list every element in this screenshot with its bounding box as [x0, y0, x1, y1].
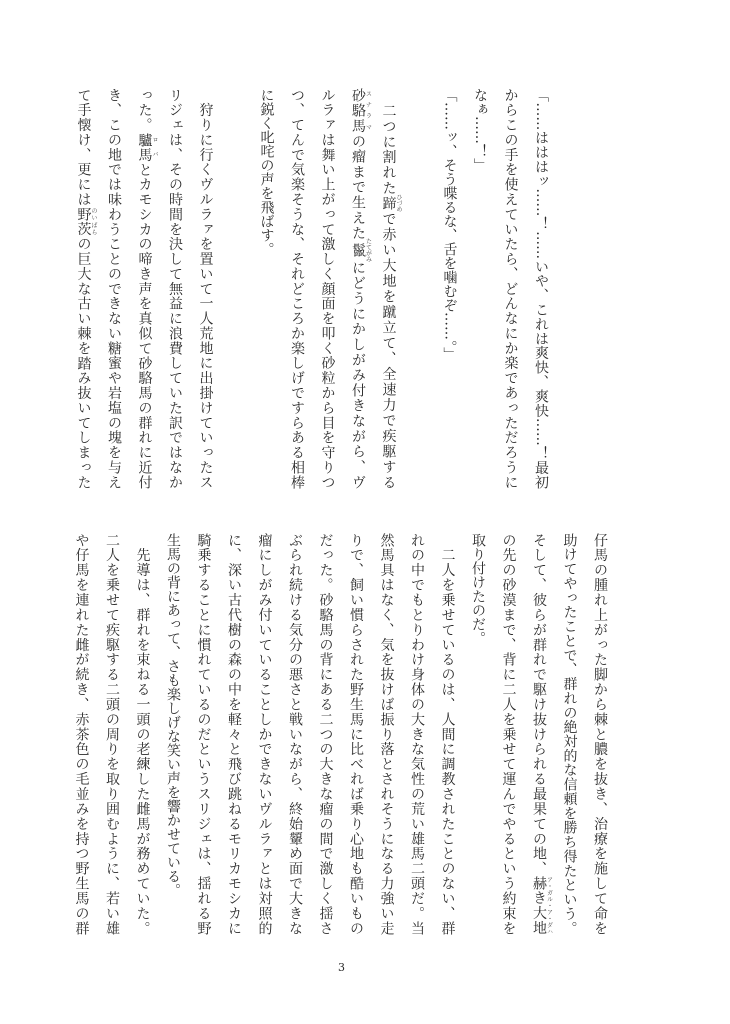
text-run: や仔馬を連れた雌が続き、赤茶色の毛並みを持つ野生馬の群 — [73, 533, 90, 935]
text-run: 「……はははッ……！……いや、これは爽快、爽快……！最初 — [533, 88, 549, 489]
text-column — [434, 88, 465, 489]
ruby-word — [136, 132, 158, 163]
ruby-base: 鬣 — [350, 238, 366, 263]
text-column — [341, 533, 372, 935]
text-run: の巨大な古い棘を踏み抜いてしまった — [75, 236, 92, 490]
ruby-word — [350, 238, 372, 263]
ruby-reading: ロバ — [151, 132, 158, 162]
text-column — [251, 88, 282, 489]
text-column — [129, 88, 160, 489]
ruby-reading: ア・ガル・ア・ダハ — [545, 876, 553, 936]
text-column — [465, 88, 496, 489]
text-run: に、深い古代樹の森の中を軽々と飛び跳ねるモリカモシカに — [226, 533, 242, 935]
ruby-word — [75, 207, 97, 237]
text-column — [495, 88, 526, 489]
upper-text-block — [68, 88, 556, 489]
text-column — [524, 533, 555, 935]
page-number: 3 — [338, 961, 345, 974]
text-column — [68, 88, 99, 489]
ruby-base: 蹄 — [380, 194, 397, 213]
text-column — [99, 88, 130, 489]
ruby-base: 驢馬 — [136, 132, 153, 163]
text-run: 「……ッ、そう喋るな、舌を噛むぞ……。」 — [441, 88, 458, 361]
text-column — [463, 533, 494, 935]
text-column — [312, 88, 343, 489]
text-run: 生馬の背にあって、さも楽しげな笑い声を響かせている。 — [165, 533, 181, 897]
text-run: なぁ……！」 — [472, 88, 488, 172]
ruby-word — [531, 876, 553, 936]
text-column — [188, 533, 219, 935]
text-column — [526, 88, 557, 489]
text-run: 二人を乗せて疾駆する二頭の周りを取り囲むように、若い雄 — [104, 533, 120, 935]
text-run: ルラァは舞い上がって激しく顔面を叩く砂粒から目を守りつ — [319, 88, 336, 489]
text-column — [554, 533, 585, 935]
text-run: にどうにかしがみ付きながら、ヴ — [350, 259, 366, 490]
text-column — [310, 533, 341, 935]
text-run: て手懐け、更には — [75, 88, 92, 208]
text-run: の瘤まで生えた — [350, 133, 366, 242]
text-run: 二人を乗せているのは、人間に調教されたことのない、群 — [439, 533, 456, 935]
ruby-base: 赫き大地 — [531, 876, 547, 936]
text-run: れの中でもとりわけ身体の大きな気性の荒い雄馬二頭だ。当 — [409, 533, 425, 935]
text-column — [158, 533, 189, 935]
text-column — [373, 88, 404, 489]
text-column — [280, 533, 311, 935]
ruby-base: 野茨 — [75, 207, 92, 237]
text-run: りで、飼い慣らされた野生馬に比べれば乗り心地も酷いもの — [348, 533, 364, 935]
text-run: 助けてやったことで、群れの絶対的な信頼を勝ち得たという。 — [561, 533, 578, 935]
text-run: ぶられ続ける気分の悪さと戦いながら、終始顰め面で大きな — [287, 533, 303, 935]
text-column — [402, 533, 433, 935]
blank-column — [221, 88, 252, 489]
ruby-base: 砂駱馬 — [350, 88, 366, 134]
ruby-reading: ひづめ — [395, 194, 402, 213]
text-column — [493, 533, 524, 935]
ruby-reading: スナラマ — [364, 88, 372, 133]
text-column — [249, 533, 280, 935]
text-run: 二つに割れた — [380, 88, 397, 197]
text-column — [160, 88, 191, 489]
text-column — [190, 88, 221, 489]
text-column — [66, 533, 97, 935]
text-run: に鋭く叱咤の声を飛ばす。 — [258, 88, 275, 256]
lower-text-block — [66, 533, 615, 935]
ruby-word — [350, 88, 372, 134]
text-run: リジェは、その時間を決して無益に浪費していた訳ではなか — [167, 88, 183, 489]
blank-column — [404, 88, 435, 489]
text-run: の先の砂漠まで、背に二人を乗せて運んでやるという約束を — [500, 533, 517, 935]
text-run: からこの手を使えていたら、どんなにか楽であっただろうに — [502, 88, 519, 489]
text-run: で赤い大地を蹴立て、全速力で疾駆する — [380, 210, 397, 490]
text-run: 狩りに行くヴルラァを置いて一人荒地に出掛けていったス — [197, 88, 214, 489]
text-run: 先導は、群れを束ねる一頭の老練した雌馬が務めていた。 — [134, 533, 151, 935]
text-column — [282, 88, 313, 489]
ruby-word — [380, 194, 402, 213]
text-run: 取り付けたのだ。 — [470, 533, 486, 645]
text-run: 騎乗することに慣れているのだというスリジェは、揺れる野 — [195, 533, 212, 935]
text-run: とカモシカの啼き声を真似て砂駱馬の群れに近付 — [136, 162, 153, 490]
text-run: だった。砂駱馬の背にある二つの大きな瘤の間で激しく揺さ — [317, 533, 334, 935]
text-run: つ、てんで気楽そうな、それどころか楽しげですらある相棒 — [289, 88, 305, 489]
text-run: った。 — [136, 88, 153, 133]
text-column — [219, 533, 250, 935]
ruby-reading: たてがみ — [364, 238, 372, 263]
text-run: 然馬具はなく、気を抜けば振り落とされそうになる力強い走 — [378, 533, 395, 935]
text-column — [97, 533, 128, 935]
ruby-reading: のいばら — [90, 207, 97, 236]
text-run: き、この地では味わうことのできない糖蜜や岩塩の塊を与え — [106, 88, 122, 489]
text-run: 仔馬の腫れ上がった脚から棘と膿を抜き、治療を施して命を — [592, 533, 608, 935]
text-run: そして、彼らが群れで駆け抜けられる最果ての地、 — [531, 533, 547, 877]
text-column — [371, 533, 402, 935]
text-column — [585, 533, 616, 935]
text-column — [127, 533, 158, 935]
text-column — [432, 533, 463, 935]
text-run: 瘤にしがみ付いていることしかできないヴルラァとは対照的 — [256, 533, 273, 935]
text-column — [343, 88, 374, 489]
